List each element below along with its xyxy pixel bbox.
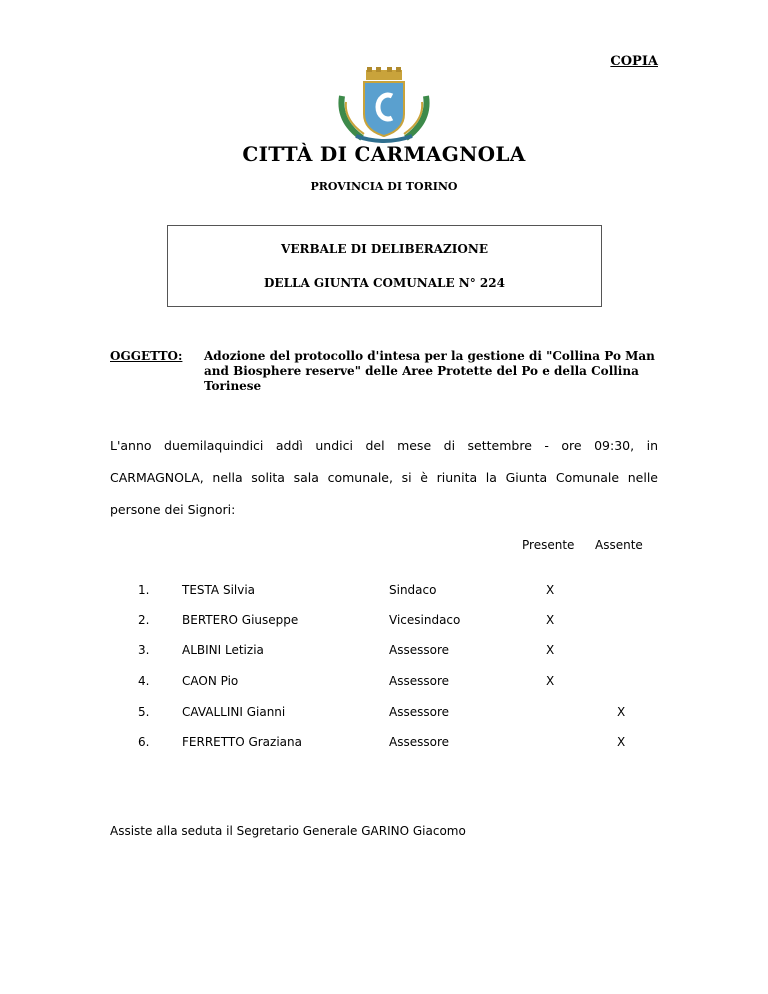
assente-mark: X: [617, 705, 626, 719]
col-header-presente: Presente: [522, 538, 575, 552]
member-role: Assessore: [389, 705, 449, 719]
member-role: Assessore: [389, 643, 449, 657]
oggetto-label: OGGETTO:: [110, 349, 183, 363]
row-number: 6.: [138, 735, 150, 749]
member-name: TESTA Silvia: [182, 583, 256, 597]
member-role: Assessore: [389, 674, 449, 688]
member-name: ALBINI Letizia: [182, 643, 264, 657]
city-crest-logo: [334, 66, 434, 144]
member-role: Assessore: [389, 735, 449, 749]
assente-mark: X: [617, 735, 626, 749]
city-name: CITTÀ DI CARMAGNOLA: [242, 142, 526, 166]
member-name: BERTERO Giuseppe: [182, 613, 299, 627]
title-box: [167, 225, 602, 307]
oggetto-text: Adozione del protocollo d'intesa per la gestione di "Collina Po Man and Biosphere reserve" delle Aree Protette del Po e della Collina Torinese: [204, 349, 655, 393]
presente-mark: X: [546, 583, 555, 597]
presente-mark: X: [546, 613, 555, 627]
secretary-line: Assiste alla seduta il Segretario Generale GARINO Giacomo: [110, 824, 466, 838]
row-number: 1.: [138, 583, 150, 597]
member-role: Vicesindaco: [389, 613, 461, 627]
presente-mark: X: [546, 674, 555, 688]
copia-label: COPIA: [610, 54, 658, 69]
col-header-assente: Assente: [595, 538, 643, 552]
member-name: CAVALLINI Gianni: [182, 705, 286, 719]
title-line-1: VERBALE DI DELIBERAZIONE: [281, 242, 488, 256]
title-line-2: DELLA GIUNTA COMUNALE N° 224: [264, 276, 505, 290]
presente-mark: X: [546, 643, 555, 657]
member-name: CAON Pio: [182, 674, 239, 688]
intro-paragraph: L'anno duemilaquindici addì undici del mese di settembre - ore 09:30, in CARMAGNOLA, nella solita sala comunale, si è riunita la Giunta Comunale nelle persone dei Signori:: [110, 438, 658, 517]
member-role: Sindaco: [389, 583, 437, 597]
row-number: 3.: [138, 643, 150, 657]
row-number: 2.: [138, 613, 150, 627]
row-number: 5.: [138, 705, 150, 719]
province-name: PROVINCIA DI TORINO: [310, 180, 458, 193]
row-number: 4.: [138, 674, 150, 688]
member-name: FERRETTO Graziana: [182, 735, 302, 749]
